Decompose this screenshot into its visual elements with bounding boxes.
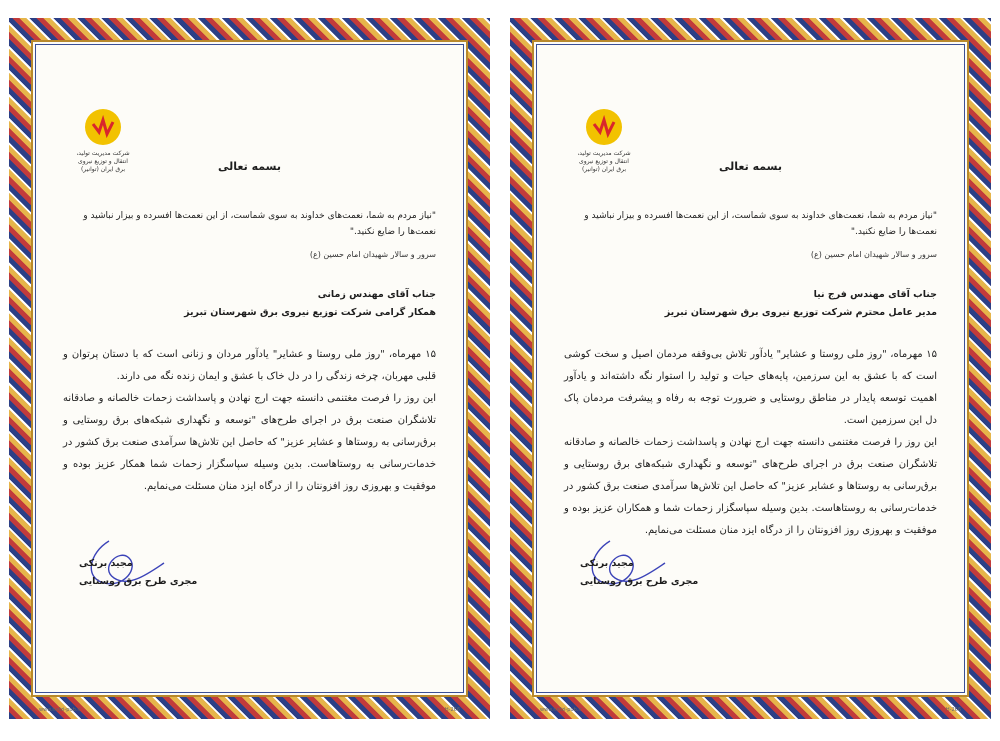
recipient-block — [184, 286, 436, 322]
signer-title: مجری طرح برق روستایی — [580, 576, 699, 587]
letter-body — [63, 344, 436, 498]
recipient-name: جناب آقای مهندس فرج نیا — [813, 289, 937, 300]
tavanir-logo-icon — [84, 108, 122, 146]
bismillah-heading: بسمه تعالی — [719, 160, 782, 173]
letter-content — [554, 62, 947, 679]
body-paragraph: ۱۵ مهرماه، "روز ملی روستا و عشایر" یادآور تلاش بی‌وقفه مردمان اصیل و سخت کوشی است که با عشق به این سرزمین، پایه‌های حیات و تولید را استوار نگه داشته‌اند و یادآور اهمیت توسعه پایدار در مناطق روستایی و ضرورت توجه به رفاه و پیشرفت مردمان پاک دل این سرزمین است. — [564, 349, 937, 426]
tavanir-logo-icon — [585, 108, 623, 146]
footer-website: www.hefzi-pub.ir — [540, 707, 582, 713]
quote-text: "نیاز مردم به شما، نعمت‌های خداوند به سوی شماست، از این نعمت‌ها افسرده و بیزار نباشید و نعمت‌ها را ضایع نکنید." — [584, 211, 937, 237]
signer-name: مجید برنکی — [79, 558, 133, 569]
footer-website: www.hefzi-pub.ir — [39, 707, 81, 713]
recipient-block — [665, 286, 937, 322]
letter-page-right — [510, 18, 991, 719]
page-footer — [540, 707, 961, 713]
signature-block — [580, 555, 740, 591]
footer-code: H-266 — [444, 707, 460, 713]
footer-code: H-266 — [945, 707, 961, 713]
letter-content — [53, 62, 446, 679]
recipient-position: مدیر عامل محترم شرکت توزیع نیروی برق شهرستان تبریز — [664, 307, 937, 318]
bismillah-heading: بسمه تعالی — [218, 160, 281, 173]
body-paragraph: این روز را فرصت مغتنمی دانسته جهت ارج نهادن و پاسداشت زحمات خالصانه و صادقانه تلاشگران صنعت برق در اجرای طرح‌های "توسعه و نگهداری شبکه‌های برق روستایی و برق‌رسانی به روستاها و عشایر عزیز" که حاصل این تلاش‌ها سرآمدی صنعت برق کشور در خدمات‌رسانی به روستاهاست. بدین وسیله سپاسگزار زحمات شما همکار عزیز بوده و موفقیت و بهروزی روز افزونتان را از درگاه ایزد منان مسئلت می‌نمایم. — [63, 393, 436, 492]
letter-body — [564, 344, 937, 542]
recipient-position: همکار گرامی شرکت توزیع نیروی برق شهرستان تبریز — [184, 307, 436, 318]
signature-block — [79, 555, 239, 591]
body-paragraph: این روز را فرصت مغتنمی دانسته جهت ارج نهادن و پاسداشت زحمات خالصانه و صادقانه تلاشگران صنعت برق در اجرای طرح‌های "توسعه و نگهداری شبکه‌های برق روستایی و برق‌رسانی به روستاها و عشایر عزیز" که حاصل این تلاش‌ها سرآمدی صنعت برق کشور در خدمات‌رسانی به روستاهاست. بدین وسیله سپاسگزار زحمات شما و همکاران عزیز بوده و موفقیت و بهروزی روز افزونتان را از درگاه ایزد منان مسئلت می‌نمایم. — [564, 437, 937, 536]
recipient-name: جناب آقای مهندس زمانی — [317, 289, 436, 300]
org-logo-text: شرکت مدیریت تولید، انتقال و توزیع نیروی برق ایران (توانیر) — [76, 150, 130, 173]
quote-source: سرور و سالار شهیدان امام حسین (ع) — [810, 250, 937, 259]
signer-title: مجری طرح برق روستایی — [79, 576, 198, 587]
body-paragraph: ۱۵ مهرماه، "روز ملی روستا و عشایر" یادآور مردان و زنانی است که با دستان پرتوان و قلبی مهربان، چرخه زندگی را در دل خاک با عشق و ایمان زنده نگه می دارند. — [63, 349, 436, 382]
org-logo-text: شرکت مدیریت تولید، انتقال و توزیع نیروی برق ایران (توانیر) — [577, 150, 631, 173]
page-footer — [39, 707, 460, 713]
signer-name: مجید برنکی — [580, 558, 634, 569]
quote-source: سرور و سالار شهیدان امام حسین (ع) — [309, 250, 436, 259]
letter-page-left — [9, 18, 490, 719]
quote-text: "نیاز مردم به شما، نعمت‌های خداوند به سوی شماست، از این نعمت‌ها افسرده و بیزار نباشید و نعمت‌ها را ضایع نکنید." — [83, 211, 436, 237]
